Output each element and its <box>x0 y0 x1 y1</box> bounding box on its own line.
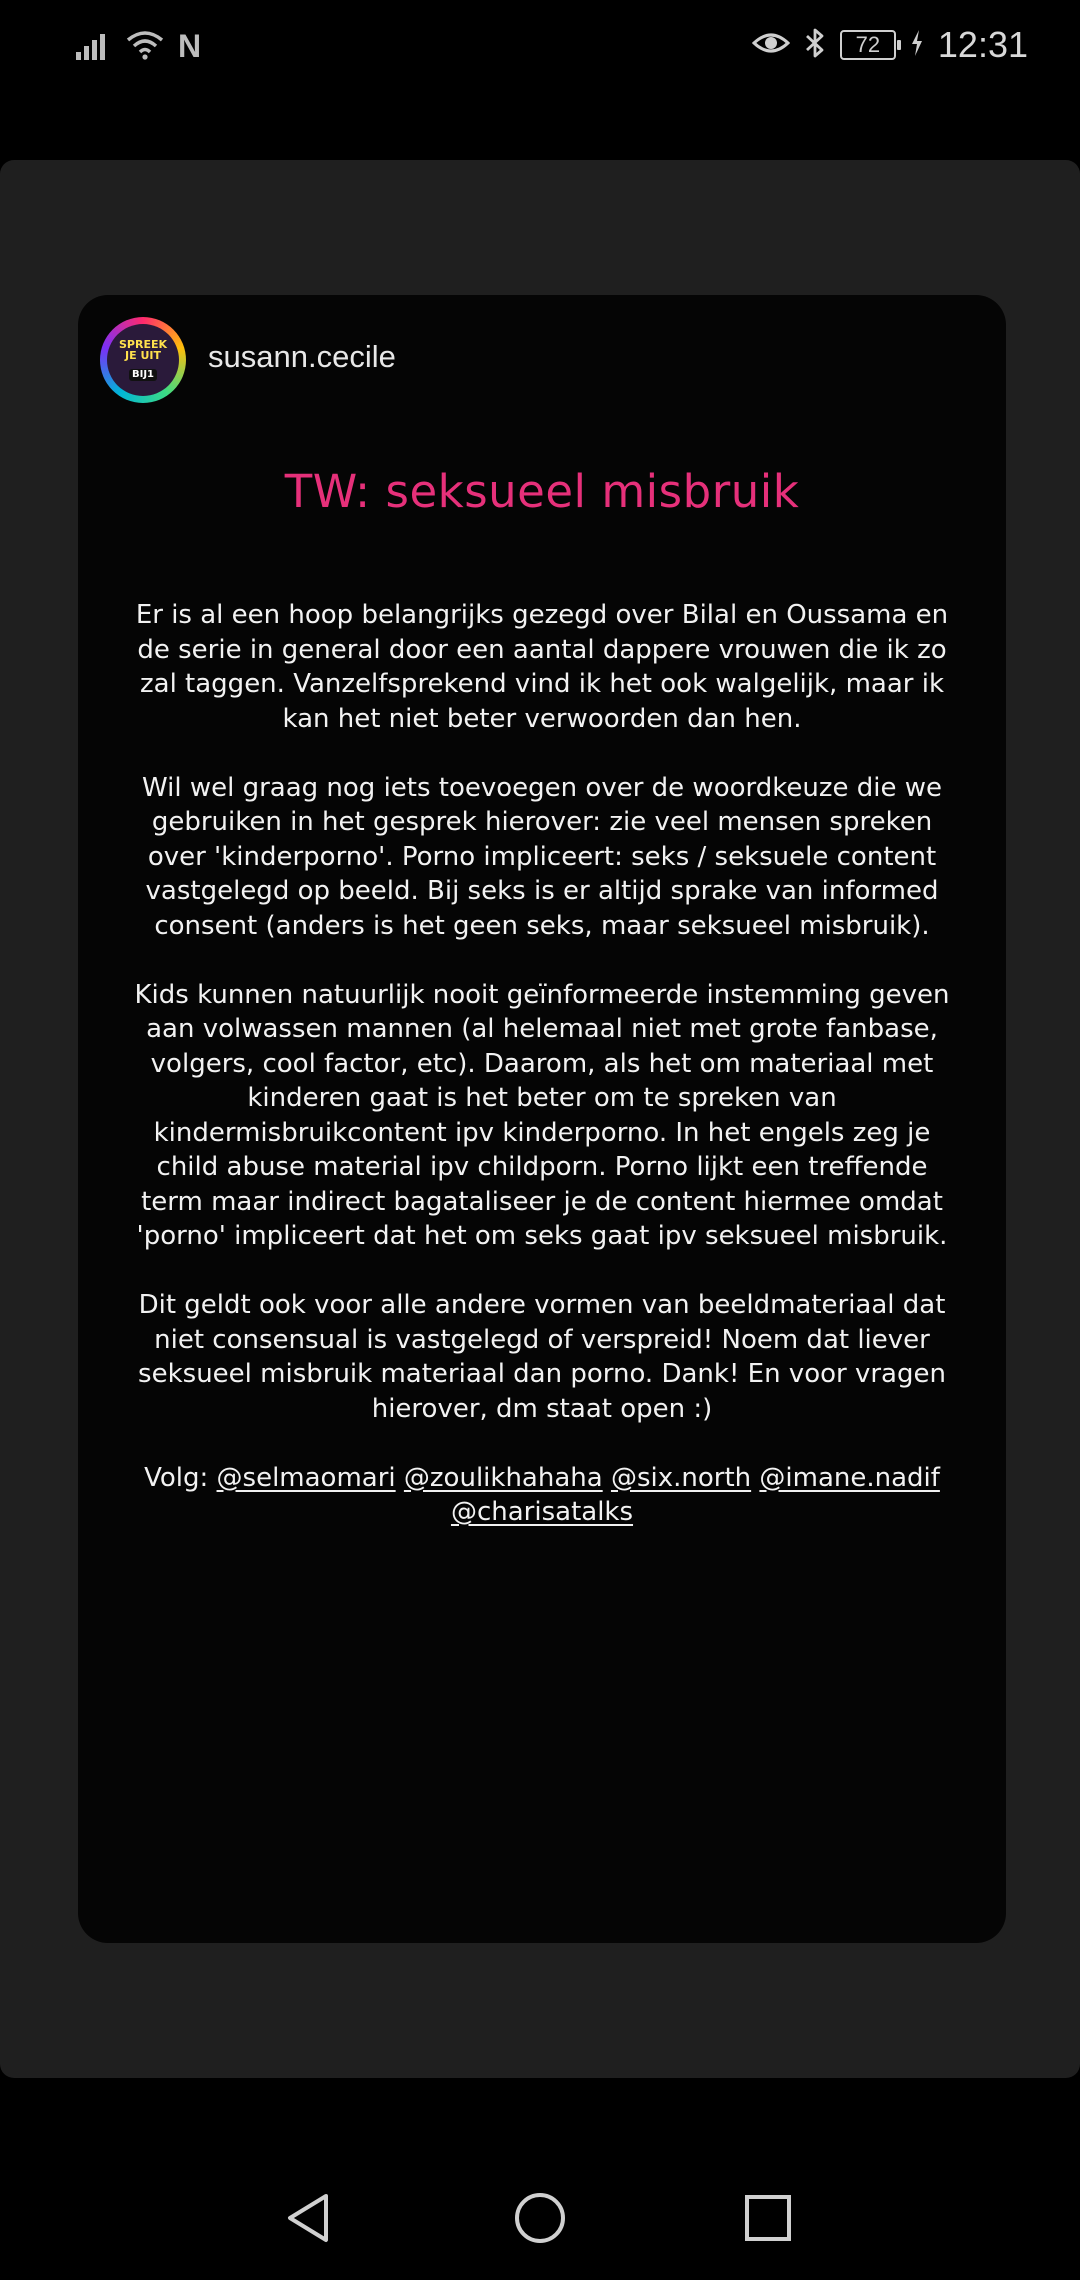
paragraph-1: Er is al een hoop belangrijks gezegd over Bilal en Oussama en de serie in general door een aantal dappere vrouwen die ik zo zal taggen. Vanzelfsprekend vind ik het ook walgelijk, maar ik kan het niet beter verwoorden dan hen. <box>135 600 949 734</box>
status-time: 12:31 <box>937 24 1028 65</box>
follow-line <box>128 1461 956 1530</box>
eye-icon <box>752 29 790 61</box>
avatar-text-line3: BIJ1 <box>129 369 157 381</box>
avatar-text-line2: JE UIT <box>125 349 161 362</box>
username[interactable]: susann.cecile <box>208 339 396 374</box>
mention-charisatalks[interactable]: @charisatalks <box>450 1497 634 1527</box>
home-button[interactable] <box>508 2188 572 2252</box>
story-title: TW: seksueel misbruik <box>284 465 800 518</box>
status-right <box>752 24 1028 66</box>
status-left <box>76 28 201 65</box>
paragraph-4: Dit geldt ook voor alle andere vormen van beeldmateriaal dat niet consensual is vastgelegd of verspreid! Noem dat liever seksueel misbruik materiaal dan porno. Dank! En voor vragen hierover, dm staat open :) <box>138 1290 946 1424</box>
home-icon <box>513 2191 567 2249</box>
avatar-text-line1: SPREEK <box>118 338 167 351</box>
mention-selmaomari[interactable]: @selmaomari <box>216 1462 396 1493</box>
recents-icon <box>743 2193 793 2247</box>
wifi-icon <box>126 30 164 64</box>
story-body <box>128 598 956 1564</box>
back-icon <box>284 2192 332 2248</box>
charging-icon <box>910 29 924 61</box>
avatar-image <box>107 324 179 396</box>
mention-six-north[interactable]: @six.north <box>610 1462 752 1493</box>
paragraph-3: Kids kunnen natuurlijk nooit geïnformeerde instemming geven aan volwassen mannen (al helemaal niet met grote fanbase, volgers, cool factor, etc). Daarom, als het om materiaal met kinderen gaat is het beter om te spreken van kindermisbruikcontent ipv kinderporno. In het engels zeg je child abuse material ipv childporn. Porno lijkt een treffende term maar indirect bagataliseer je de content hiermee omdat 'porno' impliceert dat het om seks gaat ipv seksueel misbruik. <box>134 979 950 1251</box>
bluetooth-icon <box>804 27 826 63</box>
navigation-bar <box>0 2160 1080 2280</box>
follow-label: Volg: <box>144 1462 209 1493</box>
recents-button[interactable] <box>736 2188 800 2252</box>
paragraph-2: Wil wel graag nog iets toevoegen over de woordkeuze die we gebruiken in het gesprek hierover: zie veel mensen spreken over 'kinderporno'. Porno impliceert: seks / seksuele content vastgelegd op beeld. Bij seks is er altijd sprake van informed consent (anders is het geen seks, maar seksueel misbruik). <box>141 772 943 941</box>
status-bar <box>0 0 1080 95</box>
signal-icon <box>76 30 112 64</box>
mention-imane-nadif[interactable]: @imane.nadif <box>759 1462 940 1493</box>
nfc-icon: N <box>178 28 202 64</box>
story-card[interactable] <box>78 295 1006 1943</box>
battery-icon: 72 <box>840 30 896 60</box>
mention-zoulikhahaha[interactable]: @zoulikhahaha <box>403 1462 603 1493</box>
avatar[interactable] <box>100 317 186 403</box>
back-button[interactable] <box>276 2188 340 2252</box>
